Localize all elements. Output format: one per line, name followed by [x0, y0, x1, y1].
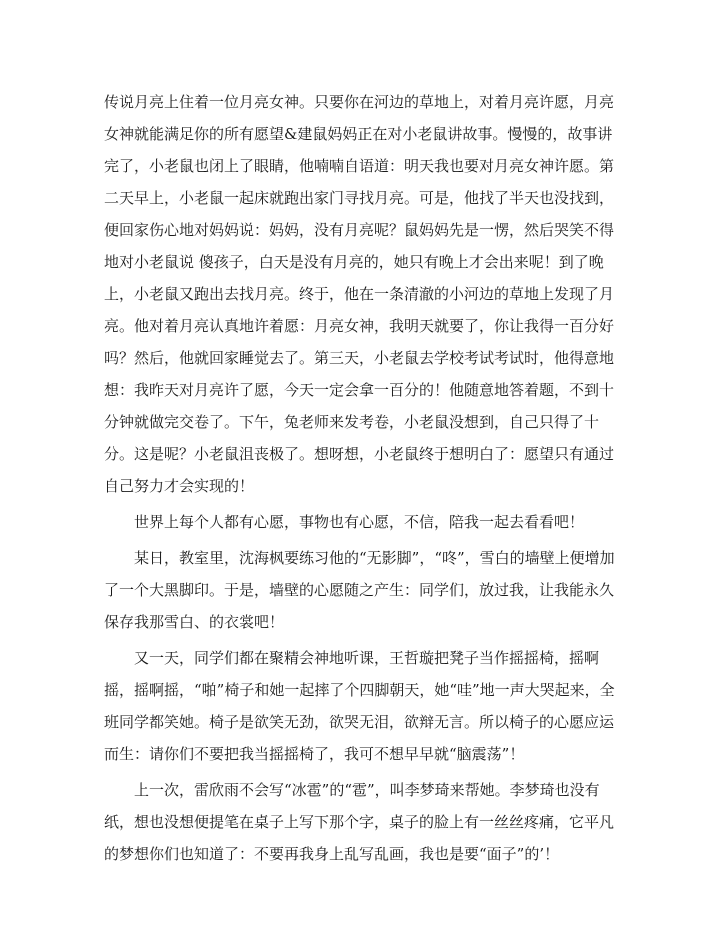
- document-body: [104, 86, 619, 870]
- paragraph-chair-wish: 又一天，同学们都在聚精会神地听课，王哲璇把凳子当作摇摇椅，摇啊摇，摇啊摇，“啪”椅子和她一起摔了个四脚朝天，她“哇”地一声大哭起来，全班同学都笑她。椅子是欲笑无劲，欲哭无泪，欲辩无言。所以椅子的心愿应运而生：请你们不要把我当摇摇椅了，我可不想早早就“脑震荡”！: [104, 649, 615, 763]
- paragraph-story-moon-wish: 传说月亮上住着一位月亮女神。只要你在河边的草地上，对着月亮许愿，月亮女神就能满足你的所有愿望&建鼠妈妈正在对小老鼠讲故事。慢慢的，故事讲完了，小老鼠也闭上了眼睛，他喃喃自语道：明天我也要对月亮女神许愿。第二天早上，小老鼠一起床就跑出家门寻找月亮。可是，他找了半天也没找到，便回家伤心地对妈妈说：妈妈，没有月亮呢？鼠妈妈先是一愣，然后哭笑不得地对小老鼠说 傻孩子，白天是没有月亮的，她只有晚上才会出来呢！到了晚上，小老鼠又跑出去找月亮。终于，他在一条清澈的小河边的草地上发现了月亮。他对着月亮认真地许着愿：月亮女神，我明天就要了，你让我得一百分好吗？然后，他就回家睡觉去了。第三天，小老鼠去学校考试考试时，他得意地想：我昨天对月亮许了愿，今天一定会拿一百分的！他随意地答着题，不到十分钟就做完交卷了。下午，兔老师来发考卷，小老鼠没想到，自己只得了十分。这是呢？小老鼠沮丧极了。想呀想，小老鼠终于想明白了：愿望只有通过自己努力才会实现的！: [104, 93, 615, 495]
- paragraph-wall-wish: 某日，教室里，沈海枫要练习他的“无影脚”，“咚”，雪白的墙壁上便增加了一个大黑脚印。于是，墙壁的心愿随之产生：同学们，放过我，让我能永久保存我那雪白、的衣裳吧！: [104, 549, 615, 631]
- paragraph-intro-wishes: 世界上每个人都有心愿，事物也有心愿，不信，陪我一起去看看吧！: [134, 513, 585, 531]
- paragraph-desk-wish: 上一次，雷欣雨不会写“冰雹”的“雹”，叫李梦琦来帮她。李梦琦也没有纸，想也没想便提笔在桌子上写下那个字，桌子的脸上有一丝丝疼痛，它平凡的梦想你们也知道了：不要再我身上乱写乱画，我也是要“面子”的’！: [104, 781, 615, 863]
